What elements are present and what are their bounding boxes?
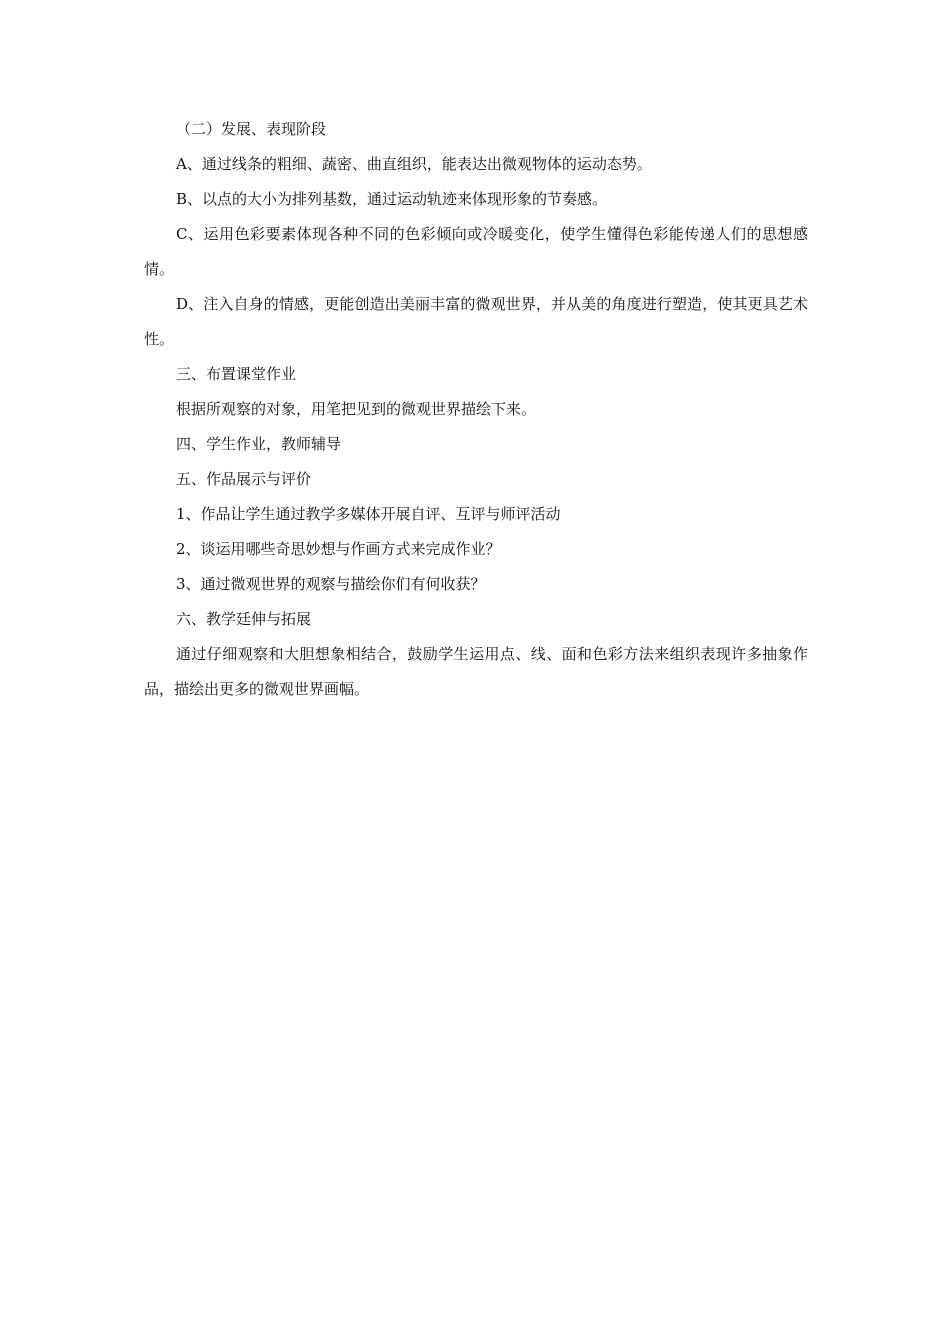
list-item-c: C、运用色彩要素体现各种不同的色彩倾向或冷暖变化，使学生懂得色彩能传递人们的思想感情。 [144,225,808,278]
list-item-a: A、通过线条的粗细、蔬密、曲直组织，能表达出微观物体的运动态势。 [176,155,652,173]
document-body [144,112,808,707]
homework-text: 根据所观察的对象，用笔把见到的微观世界描绘下来。 [176,400,537,418]
section-heading-showcase: 五、作品展示与评价 [176,470,312,488]
list-item-3: 3、通过微观世界的观察与描绘你们有何收获？ [176,575,486,593]
list-item-d: D、注入自身的情感，更能创造出美丽丰富的微观世界，并从美的角度进行塑造，使其更具艺术性。 [144,295,808,348]
list-item-b: B、以点的大小为排列基数，通过运动轨迹来体现形象的节奏感。 [176,190,608,208]
section-heading-homework: 三、布置课堂作业 [176,365,297,383]
section-heading-extension: 六、教学廷伸与拓展 [176,610,312,628]
list-item-2: 2、谈运用哪些奇思妙想与作画方式来完成作业？ [176,540,501,558]
section-heading-student-work: 四、学生作业，教师辅导 [176,435,342,453]
extension-text: 通过仔细观察和大胆想象相结合，鼓励学生运用点、线、面和色彩方法来组织表现许多抽象作品，描绘出更多的微观世界画幅。 [144,645,808,698]
section-heading-development: （二）发展、表现阶段 [176,120,327,138]
list-item-1: 1、作品让学生通过教学多媒体开展自评、互评与师评活动 [176,505,561,523]
